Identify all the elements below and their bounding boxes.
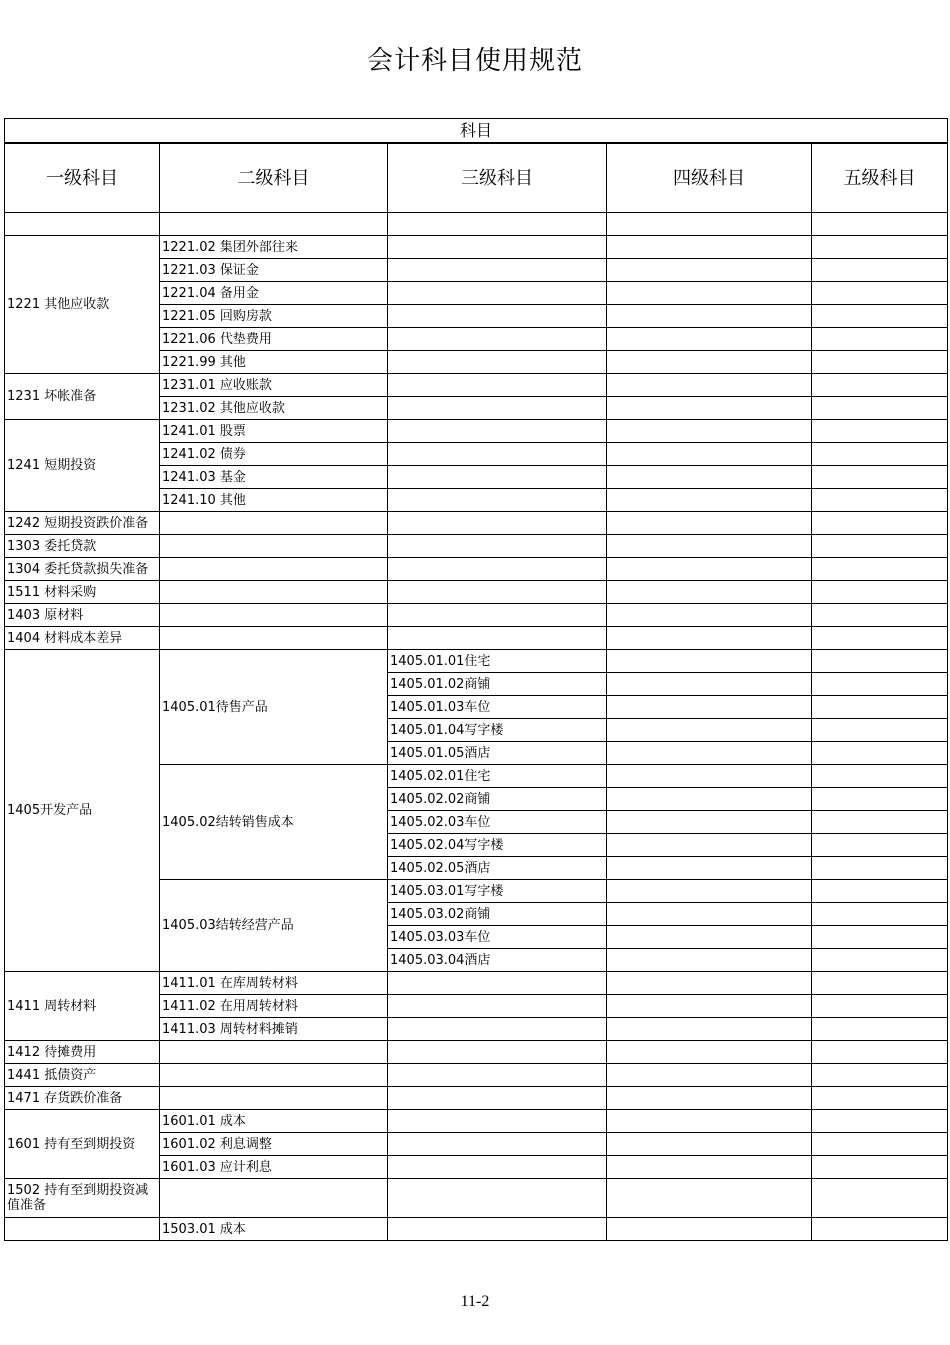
level5-cell [812,1156,948,1179]
level5-cell [812,696,948,719]
level2-cell: 1241.01 股票 [160,420,388,443]
level5-cell [812,1133,948,1156]
level2-cell: 1221.03 保证金 [160,259,388,282]
level4-cell [607,213,812,236]
level4-cell [607,742,812,765]
level4-cell [607,305,812,328]
level5-cell [812,420,948,443]
level2-cell: 1411.01 在库周转材料 [160,972,388,995]
level3-cell [388,374,607,397]
level4-cell [607,650,812,673]
level5-cell [812,627,948,650]
level2-cell [160,581,388,604]
level2-cell: 1405.01待售产品 [160,650,388,765]
level2-cell [160,604,388,627]
level5-cell [812,259,948,282]
level5-cell [812,512,948,535]
level4-cell [607,1179,812,1218]
page-number: 11-2 [460,1293,490,1310]
table-row [5,558,948,581]
level4-cell [607,903,812,926]
table-row [5,1218,948,1241]
level2-cell [160,558,388,581]
level4-cell [607,604,812,627]
level5-cell [812,466,948,489]
level2-cell [160,535,388,558]
level2-cell [160,213,388,236]
group-header-row [5,119,948,144]
level5-cell [812,857,948,880]
level3-cell: 1405.02.04写字楼 [388,834,607,857]
level1-cell: 1404 材料成本差异 [5,627,160,650]
level5-cell [812,1179,948,1218]
level3-cell [388,489,607,512]
level1-cell: 1231 坏帐准备 [5,374,160,420]
level4-cell [607,719,812,742]
level1-cell: 1601 持有至到期投资 [5,1110,160,1179]
level4-cell [607,397,812,420]
level4-cell [607,949,812,972]
level2-cell: 1241.02 债券 [160,443,388,466]
level2-cell [160,1041,388,1064]
level2-cell: 1231.01 应收账款 [160,374,388,397]
level4-cell [607,811,812,834]
level3-cell [388,305,607,328]
level3-cell [388,213,607,236]
level3-cell [388,259,607,282]
level1-cell: 1412 待摊费用 [5,1041,160,1064]
table-row [5,535,948,558]
level3-cell: 1405.03.02商铺 [388,903,607,926]
level4-cell [607,926,812,949]
level3-cell [388,1018,607,1041]
level5-cell [812,1087,948,1110]
level2-cell [160,627,388,650]
level2-cell: 1221.05 回购房款 [160,305,388,328]
level5-cell [812,949,948,972]
level4-cell [607,972,812,995]
level3-cell: 1405.01.01住宅 [388,650,607,673]
level4-cell [607,1156,812,1179]
level5-cell [812,880,948,903]
level5-cell [812,1218,948,1241]
table-row [5,581,948,604]
level5-cell [812,1018,948,1041]
level5-cell [812,742,948,765]
level2-cell: 1241.03 基金 [160,466,388,489]
level3-cell [388,1133,607,1156]
level4-cell [607,535,812,558]
level1-cell: 1241 短期投资 [5,420,160,512]
level4-cell [607,489,812,512]
level3-cell [388,236,607,259]
table-row [5,236,948,259]
level2-cell: 1601.03 应计利息 [160,1156,388,1179]
level5-cell [812,328,948,351]
level3-cell [388,1064,607,1087]
level4-cell [607,857,812,880]
level4-cell [607,466,812,489]
level1-cell: 1471 存货跌价准备 [5,1087,160,1110]
level2-cell: 1221.04 备用金 [160,282,388,305]
level2-cell: 1231.02 其他应收款 [160,397,388,420]
level3-cell [388,351,607,374]
level1-cell: 1221 其他应收款 [5,236,160,374]
level5-cell [812,811,948,834]
level3-cell [388,466,607,489]
table-row [5,1087,948,1110]
level4-cell [607,1110,812,1133]
level4-cell [607,512,812,535]
level5-cell [812,995,948,1018]
level5-cell [812,213,948,236]
table-body [5,213,948,1241]
level2-cell: 1221.99 其他 [160,351,388,374]
level3-cell [388,1218,607,1241]
level3-cell [388,1110,607,1133]
level2-cell: 1405.03结转经营产品 [160,880,388,972]
level2-cell [160,512,388,535]
level3-cell: 1405.01.02商铺 [388,673,607,696]
level4-cell [607,1087,812,1110]
level5-cell [812,282,948,305]
level1-cell: 1502 持有至到期投资减值准备 [5,1179,160,1218]
level1-cell: 1304 委托贷款损失准备 [5,558,160,581]
column-header-level5: 五级科目 [812,143,948,213]
level4-cell [607,282,812,305]
level3-cell: 1405.02.02商铺 [388,788,607,811]
level5-cell [812,834,948,857]
level3-cell [388,397,607,420]
level2-cell: 1241.10 其他 [160,489,388,512]
level3-cell [388,627,607,650]
level5-cell [812,903,948,926]
level4-cell [607,673,812,696]
level2-cell: 1411.03 周转材料摊销 [160,1018,388,1041]
column-header-level1: 一级科目 [5,143,160,213]
column-header-level4: 四级科目 [607,143,812,213]
level5-cell [812,650,948,673]
level3-cell: 1405.01.05酒店 [388,742,607,765]
level4-cell [607,328,812,351]
level3-cell: 1405.02.01住宅 [388,765,607,788]
group-header: 科目 [5,119,948,144]
level3-cell: 1405.03.04酒店 [388,949,607,972]
level2-cell: 1221.02 集团外部往来 [160,236,388,259]
level5-cell [812,719,948,742]
level3-cell [388,995,607,1018]
level5-cell [812,443,948,466]
level5-cell [812,351,948,374]
level4-cell [607,627,812,650]
level4-cell [607,236,812,259]
table-row [5,1064,948,1087]
level3-cell [388,1156,607,1179]
level3-cell [388,443,607,466]
level4-cell [607,443,812,466]
level3-cell [388,512,607,535]
level4-cell [607,765,812,788]
level3-cell: 1405.01.03车位 [388,696,607,719]
table-row [5,374,948,397]
level4-cell [607,1218,812,1241]
level3-cell: 1405.03.01写字楼 [388,880,607,903]
column-header-level2: 二级科目 [160,143,388,213]
level1-cell: 1411 周转材料 [5,972,160,1041]
level3-cell [388,1179,607,1218]
level1-cell [5,213,160,236]
level5-cell [812,535,948,558]
level2-cell: 1601.01 成本 [160,1110,388,1133]
level5-cell [812,788,948,811]
level5-cell [812,397,948,420]
level5-cell [812,1064,948,1087]
table-row [5,650,948,673]
table-row [5,604,948,627]
level1-cell: 1242 短期投资跌价准备 [5,512,160,535]
level4-cell [607,1041,812,1064]
level2-cell [160,1179,388,1218]
level4-cell [607,420,812,443]
table-row [5,1179,948,1218]
level2-cell: 1405.02结转销售成本 [160,765,388,880]
level1-cell: 1441 抵债资产 [5,1064,160,1087]
level3-cell [388,328,607,351]
level5-cell [812,489,948,512]
level4-cell [607,696,812,719]
level5-cell [812,673,948,696]
level5-cell [812,305,948,328]
level1-cell: 1303 委托贷款 [5,535,160,558]
level1-cell: 1511 材料采购 [5,581,160,604]
table-row [5,627,948,650]
level4-cell [607,351,812,374]
level2-cell [160,1087,388,1110]
level4-cell [607,834,812,857]
level2-cell: 1503.01 成本 [160,1218,388,1241]
page-title: 会计科目使用规范 [366,46,583,76]
level3-cell: 1405.02.03车位 [388,811,607,834]
level5-cell [812,581,948,604]
level5-cell [812,1041,948,1064]
level4-cell [607,1064,812,1087]
level4-cell [607,1133,812,1156]
level4-cell [607,558,812,581]
level4-cell [607,788,812,811]
level2-cell: 1411.02 在用周转材料 [160,995,388,1018]
level5-cell [812,972,948,995]
level3-cell [388,1041,607,1064]
level2-cell: 1221.06 代垫费用 [160,328,388,351]
level1-cell: 1405开发产品 [5,650,160,972]
level5-cell [812,604,948,627]
level4-cell [607,880,812,903]
level3-cell [388,558,607,581]
level3-cell [388,604,607,627]
table-row [5,213,948,236]
level4-cell [607,1018,812,1041]
level5-cell [812,765,948,788]
level4-cell [607,259,812,282]
table-row [5,420,948,443]
level5-cell [812,236,948,259]
level3-cell [388,1087,607,1110]
level3-cell: 1405.01.04写字楼 [388,719,607,742]
column-header-row [5,143,948,213]
level3-cell: 1405.02.05酒店 [388,857,607,880]
level3-cell: 1405.03.03车位 [388,926,607,949]
level4-cell [607,581,812,604]
level5-cell [812,926,948,949]
column-header-level3: 三级科目 [388,143,607,213]
level4-cell [607,995,812,1018]
level3-cell [388,535,607,558]
table-row [5,512,948,535]
level2-cell: 1601.02 利息调整 [160,1133,388,1156]
level5-cell [812,374,948,397]
level1-cell [5,1218,160,1241]
level5-cell [812,558,948,581]
table-row [5,972,948,995]
level3-cell [388,972,607,995]
table-row [5,1041,948,1064]
level2-cell [160,1064,388,1087]
level4-cell [607,374,812,397]
table-row [5,1110,948,1133]
level1-cell: 1403 原材料 [5,604,160,627]
level3-cell [388,420,607,443]
level3-cell [388,581,607,604]
level5-cell [812,1110,948,1133]
account-table [4,118,948,1241]
level3-cell [388,282,607,305]
